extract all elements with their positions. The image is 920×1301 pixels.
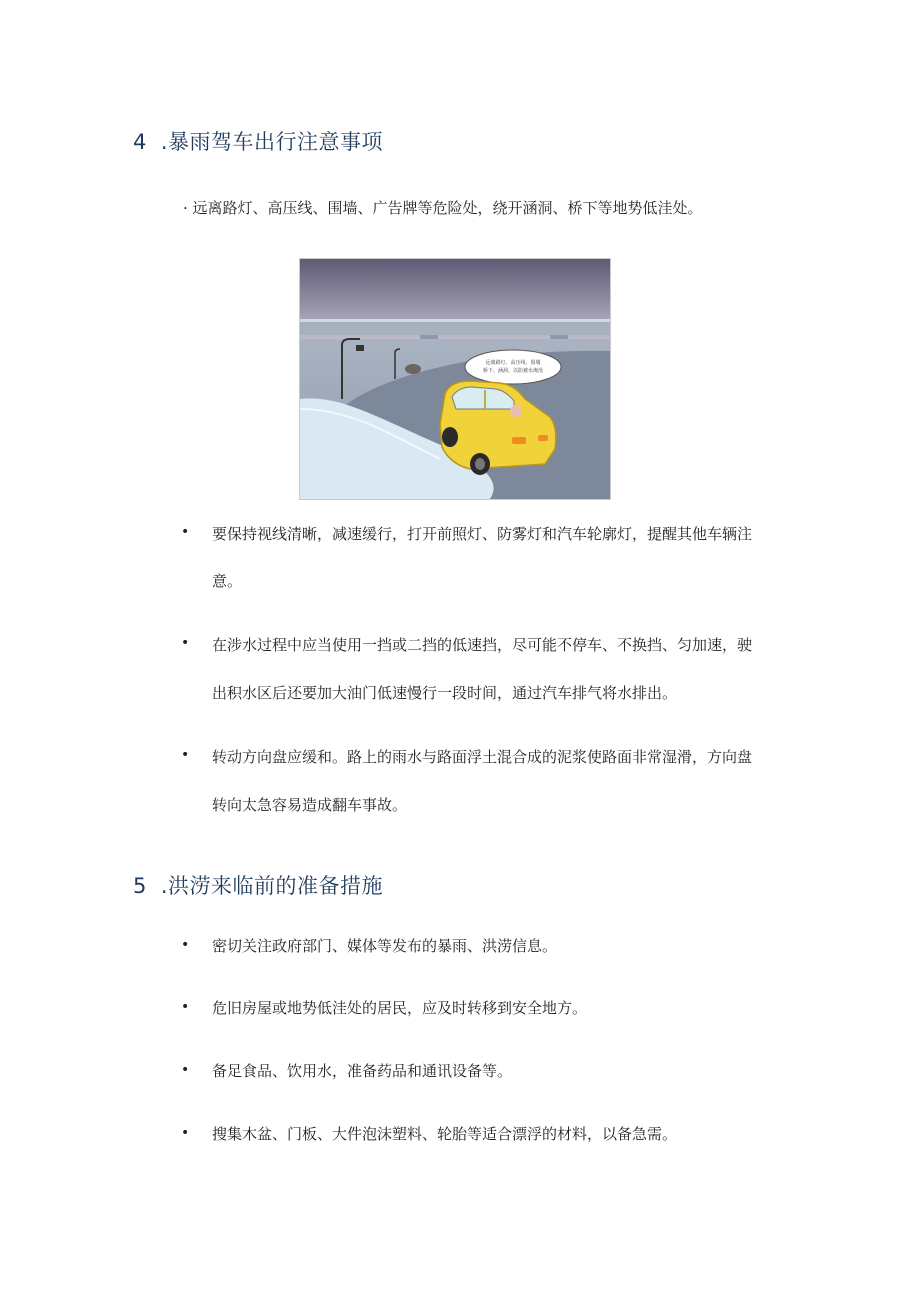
section-4-heading — [133, 126, 383, 156]
section-4-title: .暴雨驾车出行注意事项 — [160, 130, 384, 154]
bullet-icon: • — [181, 999, 190, 1015]
section-5-heading — [133, 870, 383, 900]
section-4-item-3-line-2: 转向太急容易造成翻车事故。 — [212, 796, 408, 814]
section-4-item-2-line-1: 在涉水过程中应当使用一挡或二挡的低速挡，尽可能不停车、不换挡、匀加速，驶 — [212, 636, 753, 654]
section-4-intro: · 远离路灯、高压线、围墙、广告牌等危险处，绕开涵洞、桥下等地势低洼处。 — [183, 199, 703, 217]
illustration-svg — [300, 259, 610, 499]
section-5-item-1: 密切关注政府部门、媒体等发布的暴雨、洪涝信息。 — [212, 937, 558, 955]
section-5-title: .洪涝来临前的准备措施 — [160, 874, 384, 898]
section-5-item-4: 搜集木盆、门板、大件泡沫塑料、轮胎等适合漂浮的材料，以备急需。 — [212, 1125, 678, 1143]
bullet-icon: • — [181, 937, 190, 953]
bullet-icon: • — [181, 635, 190, 651]
bullet-icon: • — [181, 747, 190, 763]
section-5-item-3: 备足食品、饮用水，准备药品和通讯设备等。 — [212, 1062, 513, 1080]
section-5-number: 5 — [133, 874, 147, 898]
bullet-icon: • — [181, 524, 190, 540]
bullet-icon: • — [181, 1062, 190, 1078]
bullet-icon: • — [181, 1125, 190, 1141]
section-4-item-2-line-2: 出积水区后还要加大油门低速慢行一段时间，通过汽车排气将水排出。 — [212, 684, 678, 702]
section-4-number: 4 — [133, 130, 147, 154]
section-4-item-1-line-1: 要保持视线清晰，减速缓行，打开前照灯、防雾灯和汽车轮廓灯，提醒其他车辆注 — [212, 525, 753, 543]
section-4-item-1-line-2: 意。 — [212, 572, 243, 590]
svg-text:桥下、涵洞、以防被水淹没: 桥下、涵洞、以防被水淹没 — [482, 368, 544, 374]
speech-bubble-text: 远离路灯、高压线、围墙 — [485, 360, 541, 366]
section-4-item-3-line-1: 转动方向盘应缓和。路上的雨水与路面浮土混合成的泥浆使路面非常湿滑，方向盘 — [212, 748, 753, 766]
section-5-item-2: 危旧房屋或地势低洼处的居民，应及时转移到安全地方。 — [212, 999, 588, 1017]
rainstorm-driving-illustration — [299, 258, 611, 500]
